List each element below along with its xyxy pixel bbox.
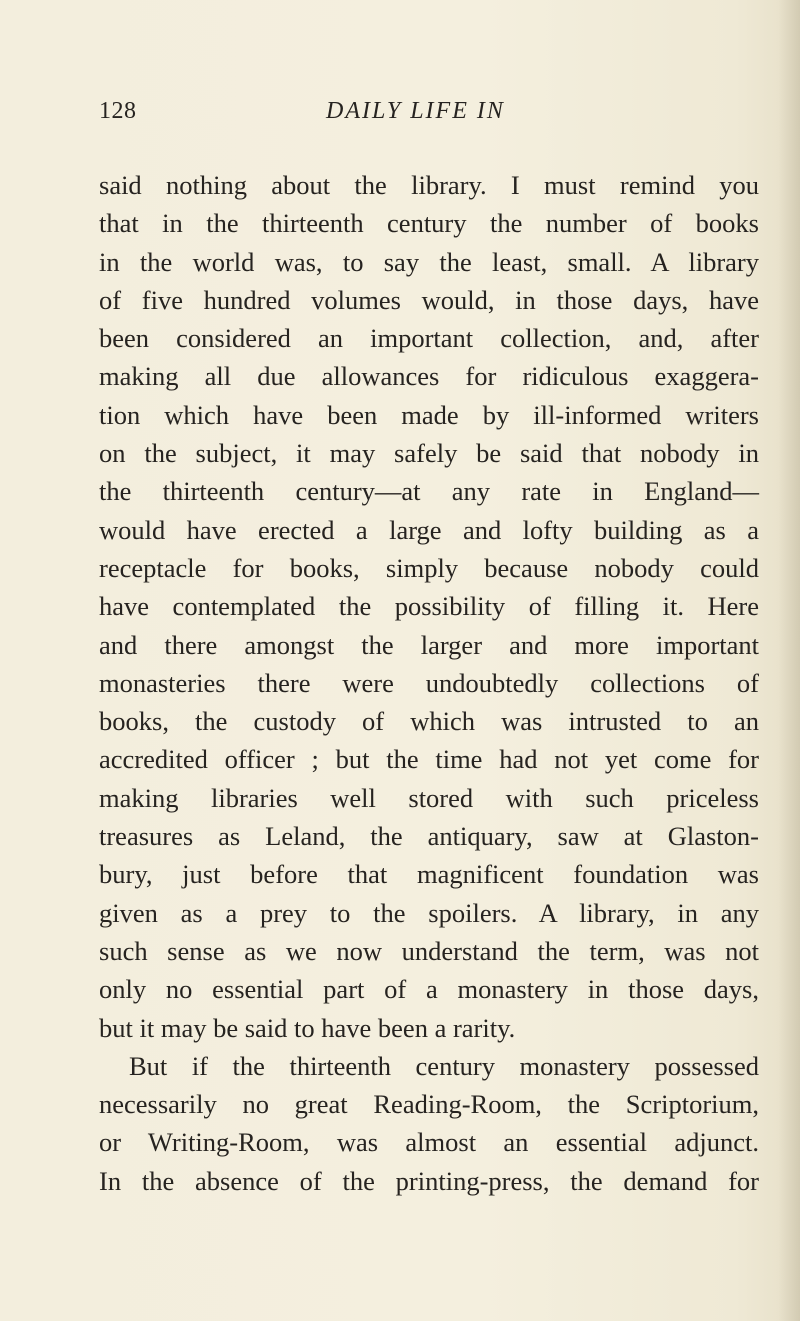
text-line: or Writing-Room, was almost an essential adjunct. — [99, 1127, 759, 1158]
page-header — [0, 98, 800, 138]
text-line: such sense as we now understand the term, was not — [99, 935, 759, 966]
body-text — [99, 166, 759, 1200]
text-line: monasteries there were undoubtedly collections of — [99, 667, 759, 698]
text-line: on the subject, it may safely be said that nobody in — [99, 438, 759, 469]
text-line: of five hundred volumes would, in those days, have — [99, 284, 759, 315]
text-line: accredited officer ; but the time had not yet come for — [99, 744, 759, 775]
text-line: said nothing about the library. I must remind you — [99, 170, 759, 200]
text-line: and there amongst the larger and more important — [99, 629, 759, 660]
page-edge-shadow — [778, 0, 800, 1321]
text-line: treasures as Leland, the antiquary, saw at Glaston- — [99, 821, 759, 852]
text-line: receptacle for books, simply because nobody could — [99, 552, 759, 583]
text-line: have contemplated the possibility of filling it. Here — [99, 591, 759, 622]
page-number: 128 — [99, 98, 137, 124]
text-line: would have erected a large and lofty building as a — [99, 514, 759, 545]
text-line: given as a prey to the spoilers. A library, in any — [99, 897, 759, 928]
text-line: been considered an important collection, and, after — [99, 323, 759, 354]
text-line: that in the thirteenth century the number of books — [99, 208, 759, 239]
text-line: In the absence of the printing-press, the demand for — [99, 1165, 759, 1196]
text-line: the thirteenth century—at any rate in England— — [99, 476, 759, 507]
text-line: making libraries well stored with such priceless — [99, 782, 759, 813]
text-line-paragraph-end: but it may be said to have been a rarity. — [99, 1012, 516, 1043]
text-line: only no essential part of a monastery in those days, — [99, 974, 759, 1005]
text-line-paragraph-start: But if the thirteenth century monastery possessed — [129, 1050, 759, 1081]
text-line: books, the custody of which was intrusted to an — [99, 706, 759, 737]
text-line: necessarily no great Reading-Room, the Scriptorium, — [99, 1089, 759, 1120]
text-line: tion which have been made by ill-informed writers — [99, 399, 759, 430]
running-head: DAILY LIFE IN — [326, 98, 505, 124]
text-line: in the world was, to say the least, small. A library — [99, 246, 759, 277]
text-line: bury, just before that magnificent foundation was — [99, 859, 759, 890]
text-line: making all due allowances for ridiculous exaggera- — [99, 361, 759, 392]
